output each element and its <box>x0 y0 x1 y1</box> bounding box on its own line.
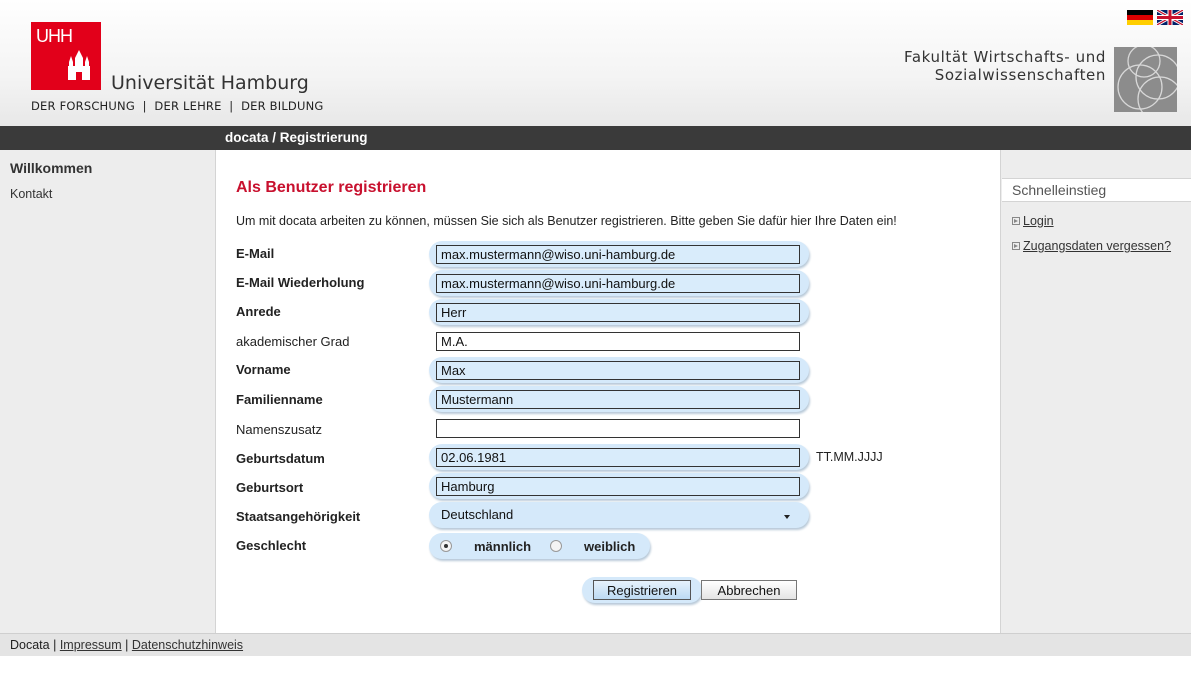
grad-label: akademischer Grad <box>236 334 350 349</box>
arrow-right-icon <box>1012 217 1020 225</box>
staat-label: Staatsangehörigkeit <box>236 509 361 524</box>
radio-maennlich[interactable] <box>440 540 452 552</box>
footer-separator: | <box>125 638 129 652</box>
footer-brand: Docata <box>10 638 50 652</box>
forgot-credentials-label[interactable]: Zugangsdaten vergessen? <box>1023 239 1172 253</box>
impressum-link[interactable]: Impressum <box>59 638 122 652</box>
date-format-hint: TT.MM.JJJJ <box>816 450 883 464</box>
forgot-credentials-link[interactable] <box>1012 239 1171 253</box>
faculty-logo <box>1114 47 1177 112</box>
chevron-down-icon <box>784 515 790 519</box>
cancel-button[interactable]: Abbrechen <box>701 580 797 600</box>
uhh-logo-text: UHH <box>36 26 72 46</box>
login-link[interactable] <box>1012 214 1054 228</box>
breadcrumb: docata / Registrierung <box>225 130 368 145</box>
university-name: Universität Hamburg <box>111 72 309 94</box>
geburtsdatum-label: Geburtsdatum <box>236 451 325 466</box>
vorname-field[interactable] <box>436 361 800 380</box>
geburtsort-label: Geburtsort <box>236 480 304 495</box>
arrow-right-icon <box>1012 242 1020 250</box>
faculty-name <box>904 48 1106 84</box>
university-tagline: DER FORSCHUNG | DER LEHRE | DER BILDUNG <box>31 99 324 113</box>
quick-access-title: Schnelleinstieg <box>1002 178 1191 202</box>
anrede-label: Anrede <box>236 304 281 319</box>
site-header <box>0 0 1191 126</box>
radio-weiblich-label[interactable]: weiblich <box>584 539 636 554</box>
login-link-label[interactable]: Login <box>1023 214 1054 228</box>
de-flag-icon[interactable] <box>1127 10 1153 25</box>
faculty-line-2: Sozialwissenschaften <box>934 66 1106 84</box>
page-title: Als Benutzer registrieren <box>236 179 427 196</box>
hamburg-castle-icon <box>31 22 101 90</box>
namenszusatz-label: Namenszusatz <box>236 422 322 437</box>
email-field[interactable] <box>436 245 800 264</box>
main-content <box>217 150 1000 633</box>
radio-maennlich-label[interactable]: männlich <box>474 539 532 554</box>
familienname-label: Familienname <box>236 392 323 407</box>
sidebar-item-kontakt[interactable]: Kontakt <box>10 187 53 201</box>
anrede-field[interactable] <box>436 303 800 322</box>
vorname-label: Vorname <box>236 362 291 377</box>
geburtsort-field[interactable] <box>436 477 800 496</box>
namenszusatz-field[interactable] <box>436 419 800 438</box>
faculty-circles-icon <box>1114 47 1177 112</box>
footer <box>0 633 1191 656</box>
sidebar-item-willkommen[interactable]: Willkommen <box>10 160 93 176</box>
breadcrumb-bar <box>0 126 1191 150</box>
uk-flag-icon[interactable] <box>1157 10 1183 25</box>
grad-field[interactable] <box>436 332 800 351</box>
email-repeat-label: E-Mail Wiederholung <box>236 275 365 290</box>
right-sidebar <box>1000 150 1191 633</box>
faculty-line-1: Fakultät Wirtschafts- und <box>904 48 1106 66</box>
email-label: E-Mail <box>236 246 275 261</box>
staat-select-value: Deutschland <box>441 507 514 522</box>
language-switcher <box>1127 10 1183 25</box>
familienname-field[interactable] <box>436 390 800 409</box>
intro-text: Um mit docata arbeiten zu können, müssen Sie sich als Benutzer registrieren. Bitte geben Sie dafür hier Ihre Daten ein! <box>236 214 897 228</box>
radio-weiblich[interactable] <box>550 540 562 552</box>
geschlecht-label: Geschlecht <box>236 538 307 553</box>
geschlecht-radio-group <box>429 533 650 559</box>
email-repeat-field[interactable] <box>436 274 800 293</box>
geburtsdatum-field[interactable] <box>436 448 800 467</box>
uhh-logo[interactable] <box>31 22 101 90</box>
footer-separator: | <box>53 638 57 652</box>
register-button[interactable]: Registrieren <box>593 580 691 600</box>
datenschutz-link[interactable]: Datenschutzhinweis <box>131 638 244 652</box>
left-sidebar <box>0 150 216 633</box>
